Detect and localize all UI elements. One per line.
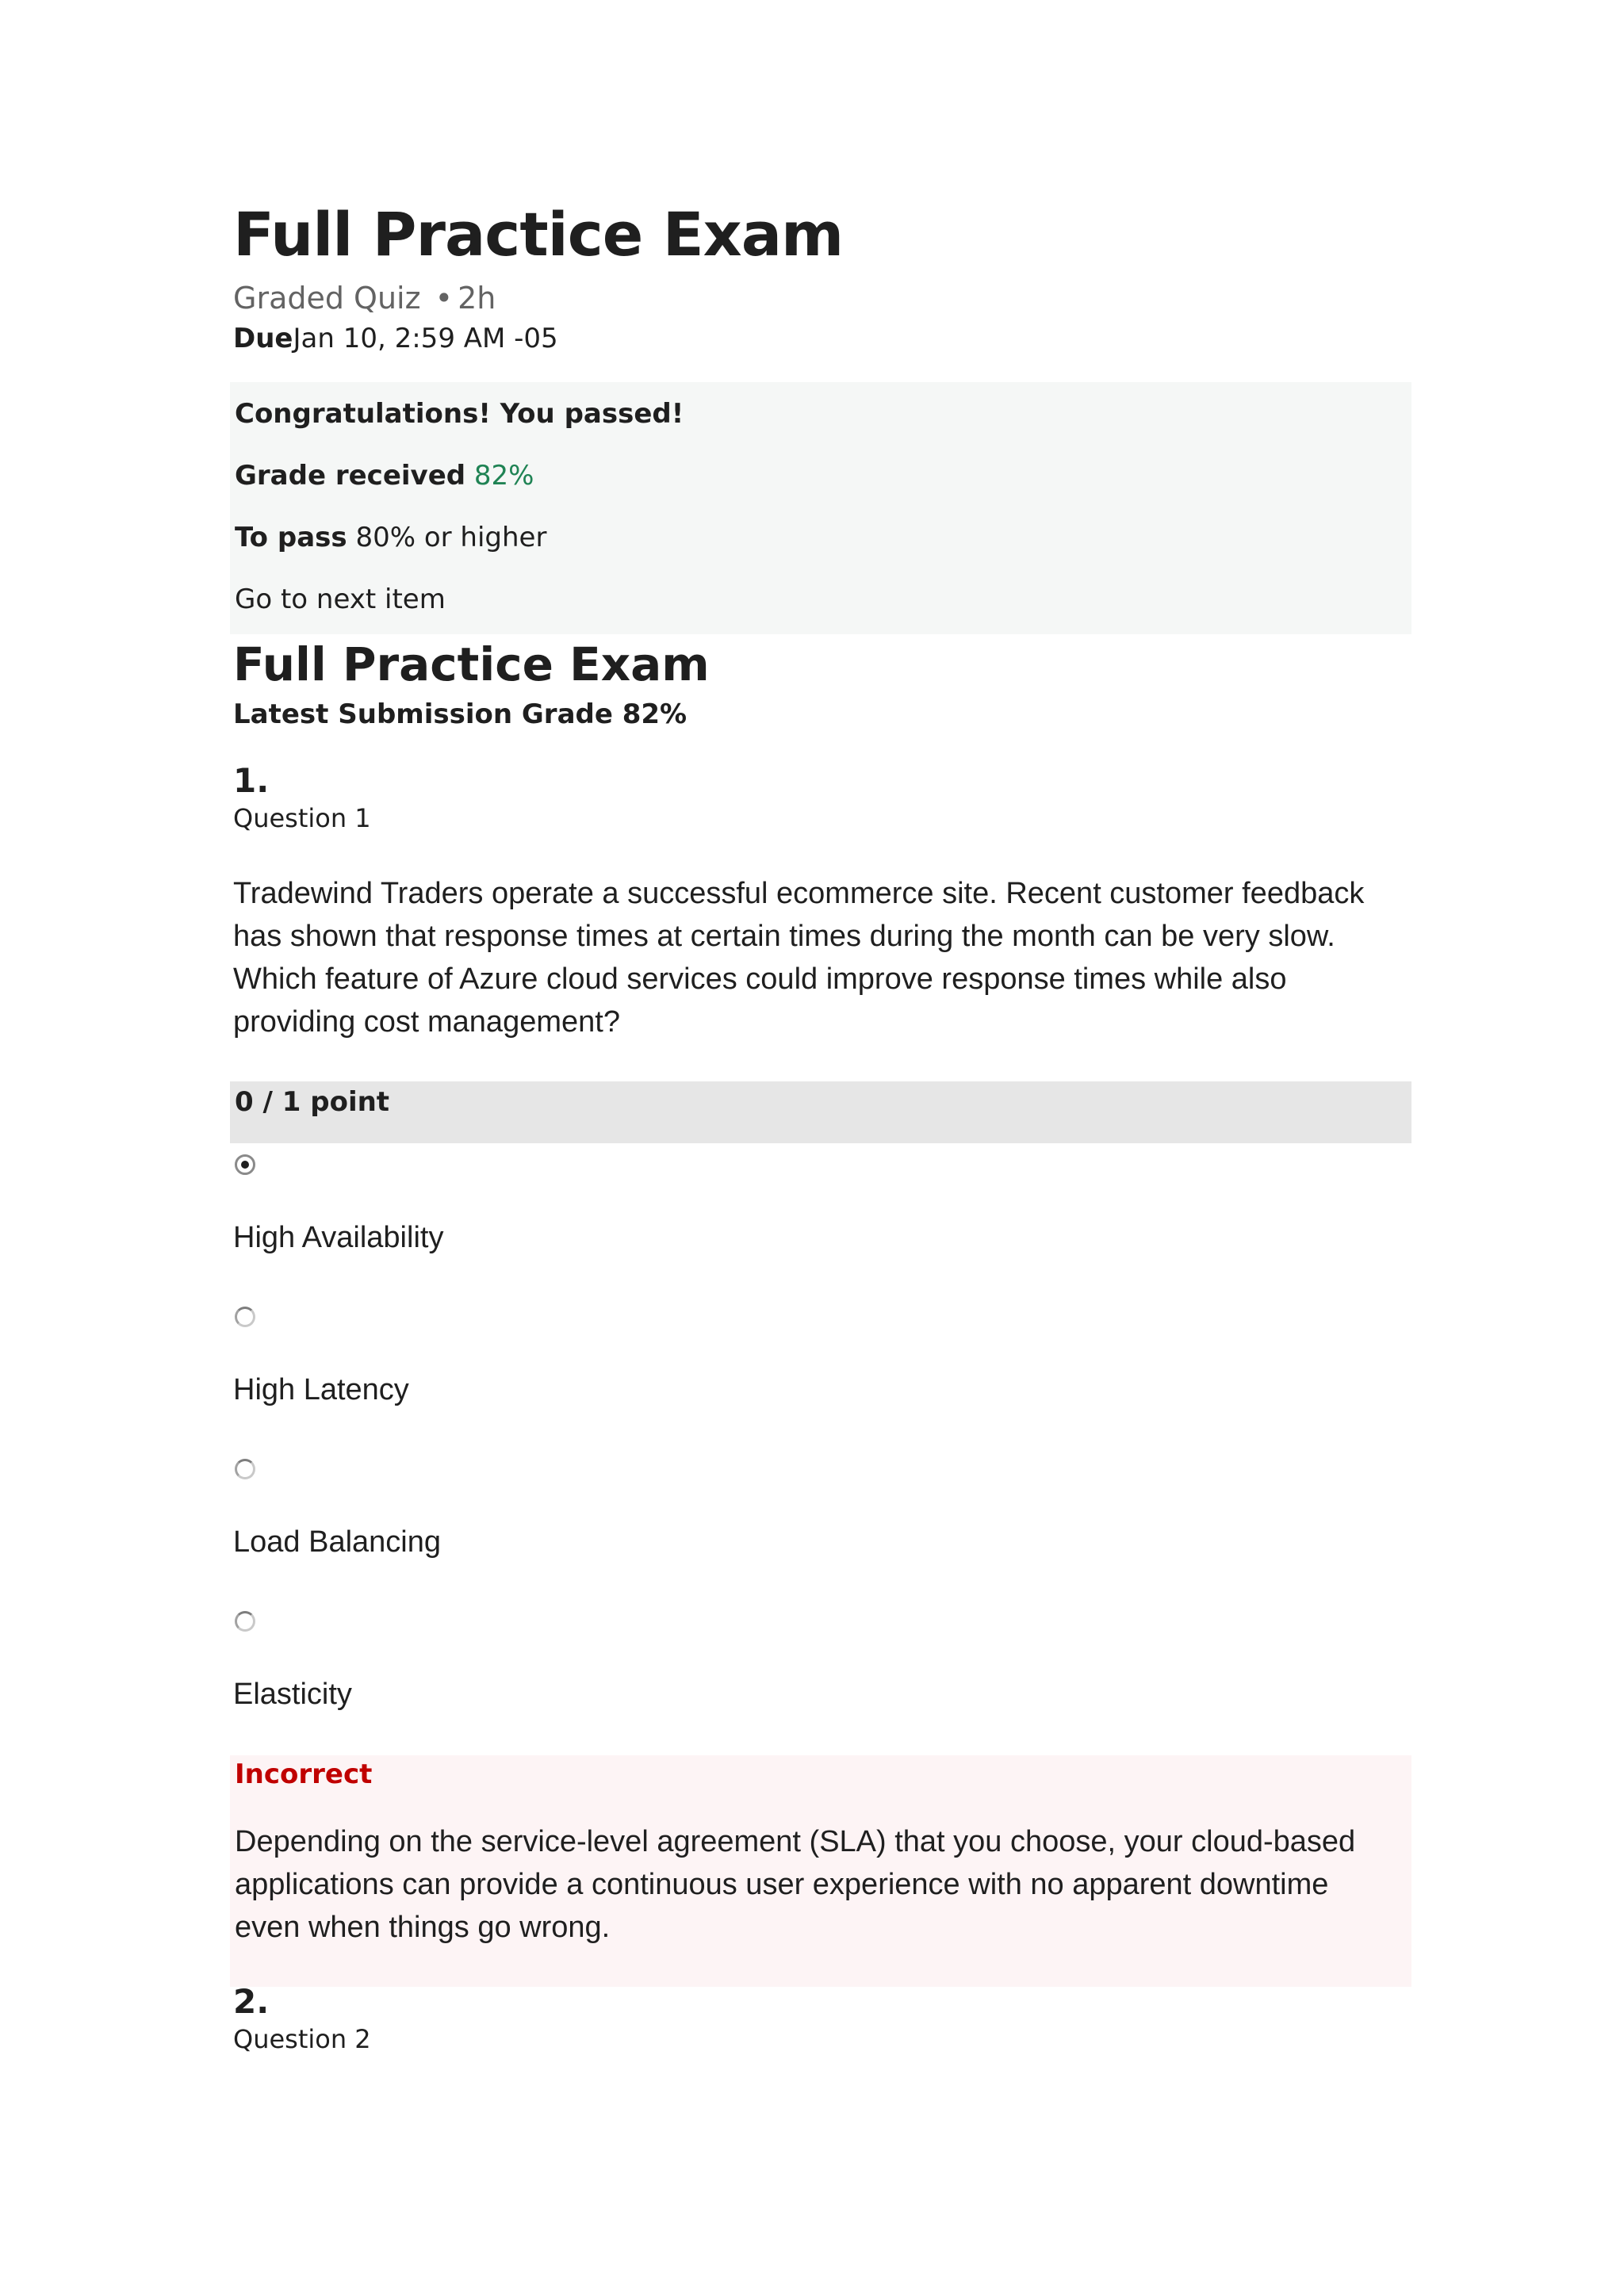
option-radio-elasticity[interactable] bbox=[235, 1611, 255, 1632]
answer-feedback bbox=[230, 1755, 1411, 1987]
option-radio-high-latency[interactable] bbox=[235, 1307, 255, 1327]
pass-value: 80% or higher bbox=[355, 522, 547, 553]
page-title: Full Practice Exam bbox=[233, 199, 844, 270]
congrats-text: Congratulations! You passed! bbox=[235, 398, 684, 430]
option-label-high-latency[interactable]: High Latency bbox=[233, 1373, 409, 1406]
quiz-type: Graded Quiz bbox=[233, 281, 421, 316]
grade-label: Grade received bbox=[235, 460, 466, 492]
question-text: Tradewind Traders operate a successful ecommerce site. Recent customer feedback has shown that response times at certain times during the month can be very slow. Which feature of Azure cloud services could improve response times while also providing cost management? bbox=[233, 877, 1365, 1039]
question-label: Question 2 bbox=[233, 2024, 371, 2054]
feedback-explanation: Depending on the service-level agreement (SLA) that you choose, your cloud-based applications can provide a continuous user experience with no apparent downtime even when things go wrong. bbox=[235, 1825, 1356, 1944]
question-number: 2. bbox=[233, 1982, 270, 2021]
question-number: 1. bbox=[233, 761, 270, 800]
pass-requirement bbox=[235, 520, 546, 555]
quiz-meta bbox=[233, 277, 496, 319]
congrats-message bbox=[235, 396, 684, 431]
pass-label: To pass bbox=[235, 522, 347, 553]
option-label-high-availability[interactable]: High Availability bbox=[233, 1221, 444, 1254]
due-label: Due bbox=[233, 323, 293, 354]
quiz-duration: 2h bbox=[458, 281, 496, 316]
question-label: Question 1 bbox=[233, 803, 371, 833]
next-item-link[interactable]: Go to next item bbox=[235, 584, 446, 615]
points-bar bbox=[230, 1081, 1411, 1143]
submission-title: Full Practice Exam bbox=[233, 637, 710, 691]
option-radio-high-availability[interactable] bbox=[235, 1154, 255, 1175]
option-label-elasticity[interactable]: Elasticity bbox=[233, 1678, 352, 1711]
result-panel bbox=[230, 382, 1411, 634]
meta-separator: • bbox=[435, 281, 454, 316]
feedback-status: Incorrect bbox=[235, 1758, 373, 1790]
latest-submission-grade: Latest Submission Grade 82% bbox=[233, 698, 688, 730]
due-value: Jan 10, 2:59 AM -05 bbox=[293, 323, 558, 354]
option-label-load-balancing[interactable]: Load Balancing bbox=[233, 1525, 441, 1559]
points-score: 0 / 1 point bbox=[235, 1086, 390, 1118]
option-radio-load-balancing[interactable] bbox=[235, 1459, 255, 1479]
due-date bbox=[233, 320, 558, 357]
grade-value: 82% bbox=[473, 460, 534, 492]
grade-received bbox=[235, 458, 534, 493]
